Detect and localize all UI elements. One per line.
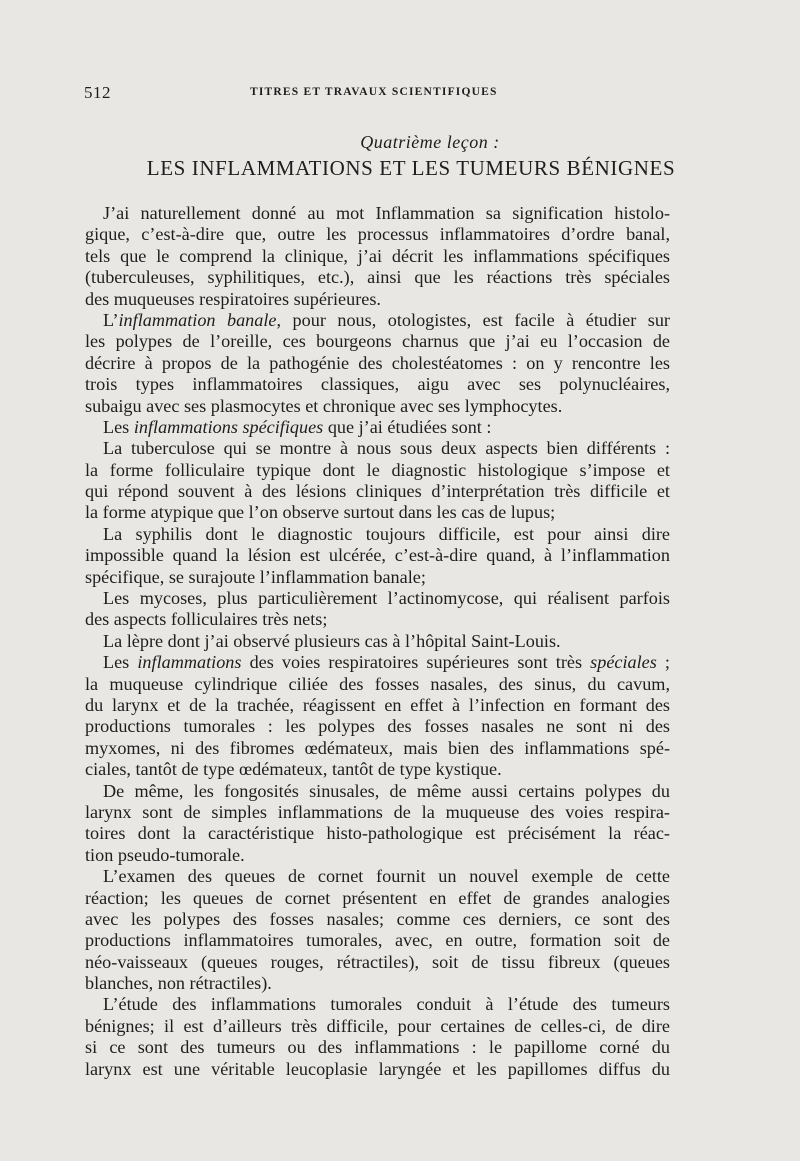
text-line: productions tumorales : les polypes des fosses nasales ne sont ni des: [85, 716, 670, 737]
text-line: du larynx et de la trachée, réagissent en effet à l’infection en formant des: [85, 694, 670, 715]
text-line: [85, 417, 670, 438]
text-line: si ce sont des tumeurs ou des inflammations : le papillome corné du: [85, 1037, 670, 1058]
text-line: Les mycoses, plus particulièrement l’actinomycose, qui réalisent parfois: [103, 588, 670, 609]
italic-term: spéciales: [590, 652, 657, 673]
text-line: [85, 310, 670, 331]
text-line: la forme atypique que l’on observe surtout dans les cas de lupus;: [85, 502, 556, 523]
text-line: impossible quand la lésion est ulcérée, c’est-à-dire quand, à l’inflammation: [85, 545, 670, 566]
text-line: larynx sont de simples inflammations de la muqueuse des voies respira-: [85, 801, 670, 822]
text-line: subaigu avec ses plasmocytes et chronique avec ses lymphocytes.: [85, 395, 563, 416]
text-line: L’étude des inflammations tumorales conduit à l’étude des tumeurs: [103, 994, 670, 1015]
text-line: bénignes; il est d’ailleurs très difficile, pour certaines de celles-ci, de dire: [85, 1015, 670, 1036]
text-line: La tuberculose qui se montre à nous sous deux aspects bien différents :: [103, 438, 670, 459]
text-segment: , pour nous, otologistes, est facile à étudier sur: [276, 309, 670, 330]
running-header: TITRES ET TRAVAUX SCIENTIFIQUES: [250, 86, 498, 98]
text-line: larynx est une véritable leucoplasie laryngée et les papillomes diffus du: [85, 1058, 670, 1079]
text-line: productions inflammatoires tumorales, avec, en outre, formation soit de: [85, 930, 670, 951]
text-segment: que j’ai étudiées sont :: [323, 416, 492, 437]
text-line: ciales, tantôt de type œdémateux, tantôt de type kystique.: [85, 759, 502, 780]
text-line: L’examen des queues de cornet fournit un nouvel exemple de cette: [103, 866, 670, 887]
text-line: décrire à propos de la pathogénie des cholestéatomes : on y rencontre les: [85, 352, 670, 373]
text-line: [85, 652, 670, 673]
text-line: réaction; les queues de cornet présentent en effet de grandes analogies: [85, 887, 670, 908]
lecture-label: Quatrième leçon :: [360, 132, 500, 152]
text-segment: Les: [103, 652, 138, 673]
text-line: tion pseudo-tumorale.: [85, 844, 245, 865]
text-line: toires dont la caractéristique histo-pathologique est précisément la réac-: [85, 823, 670, 844]
text-line: (tuberculeuses, syphilitiques, etc.), ainsi que les réactions très spéciales: [85, 267, 670, 288]
text-line: des muqueuses respiratoires supérieures.: [85, 288, 381, 309]
text-line: avec les polypes des fosses nasales; comme ces derniers, ce sont des: [85, 908, 670, 929]
text-line: la muqueuse cylindrique ciliée des fosses nasales, des sinus, du cavum,: [85, 673, 670, 694]
text-line: De même, les fongosités sinusales, de même aussi certains polypes du: [103, 780, 670, 801]
text-line: J’ai naturellement donné au mot Inflammation sa signification histolo-: [103, 203, 670, 223]
section-title: LES INFLAMMATIONS ET LES TUMEURS BÉNIGNES: [146, 156, 676, 180]
text-line: tels que le comprend la clinique, j’ai décrit les inflammations spécifiques: [85, 245, 670, 266]
text-line: qui répond souvent à des lésions cliniques d’interprétation très difficile et: [85, 481, 670, 502]
text-line: La lèpre dont j’ai observé plusieurs cas à l’hôpital Saint-Louis.: [103, 630, 561, 651]
text-segment: L’: [103, 309, 119, 330]
body-text: [85, 203, 670, 1080]
text-segment: Les: [103, 416, 134, 437]
text-line: gique, c’est-à-dire que, outre les processus inflammatoires d’ordre banal,: [85, 224, 670, 245]
text-line: néo-vaisseaux (queues rouges, rétractiles), soit de tissu fibreux (queues: [85, 951, 670, 972]
page-number: 512: [84, 83, 111, 102]
text-line: myxomes, ni des fibromes œdémateux, mais bien des inflammations spé-: [85, 737, 670, 758]
text-line: blanches, non rétractiles).: [85, 973, 272, 994]
italic-term: inflammations spécifiques: [133, 416, 324, 437]
text-line: spécifique, se surajoute l’inflammation banale;: [85, 566, 426, 587]
text-line: les polypes de l’oreille, ces bourgeons charnus que j’ai eu l’occasion de: [85, 331, 670, 352]
italic-term: inflammation banale: [118, 309, 277, 330]
text-segment: ;: [656, 652, 670, 673]
text-line: La syphilis dont le diagnostic toujours difficile, est pour ainsi dire: [103, 523, 670, 544]
text-line: la forme folliculaire typique dont le diagnostic histologique s’impose et: [85, 459, 670, 480]
text-line: trois types inflammatoires classiques, aigu avec ses polynucléaires,: [85, 374, 670, 395]
italic-term: inflammations: [137, 652, 242, 673]
text-segment: des voies respiratoires supérieures sont très: [241, 652, 591, 673]
text-line: des aspects folliculaires très nets;: [85, 609, 328, 630]
